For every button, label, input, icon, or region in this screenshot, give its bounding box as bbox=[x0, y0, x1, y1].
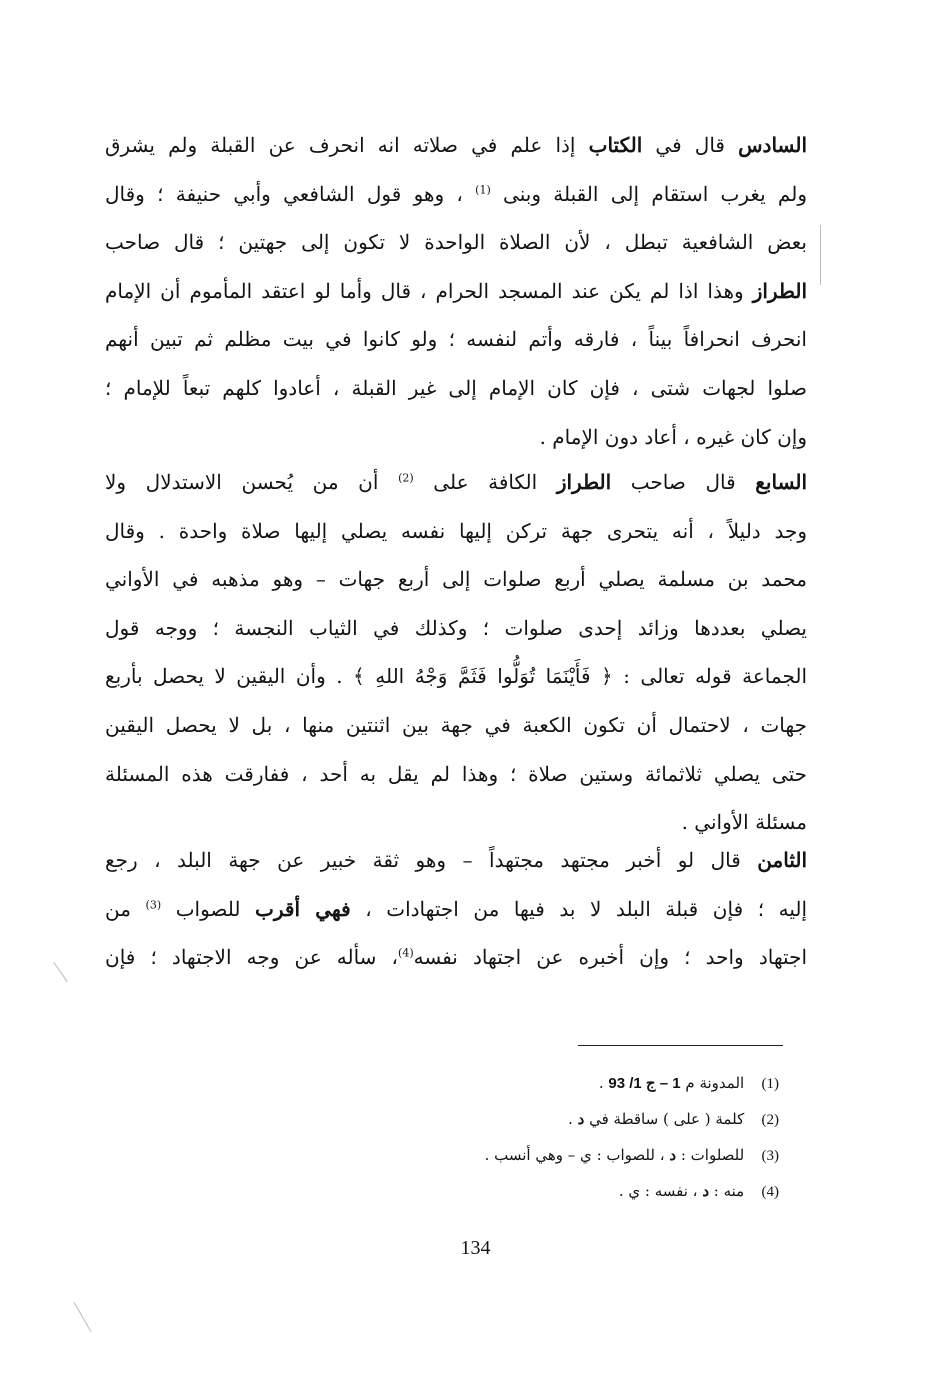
scan-artifact bbox=[53, 962, 68, 982]
text-line: اجتهاد واحد ؛ وإن أخبره عن اجتهاد نفسه$^{(4)}$، سأله عن وجه الاجتهاد ؛ فإن bbox=[105, 945, 807, 970]
footnote: (4) منه : د ، نفسه : ي . bbox=[618, 1182, 779, 1200]
scan-artifact bbox=[820, 225, 821, 285]
text-line: السادس قال في الكتاب إذا علم في صلاته انه انحرف عن القبلة ولم يشرق bbox=[105, 133, 808, 157]
section-heading: السادس bbox=[738, 133, 808, 157]
footnote-marker: (3) bbox=[145, 897, 162, 911]
footnote-marker: (2) bbox=[398, 471, 414, 485]
footnote: (3) للصلوات : د ، للصواب : ي – وهي أنسب . bbox=[484, 1146, 779, 1164]
text-line: إليه ؛ فإن قبلة البلد لا بد فيها من اجتهادات ، فهي أقرب للصواب $^{(3)}$ من bbox=[105, 896, 808, 921]
text-line: صلوا لجهات شتى ، فإن كان الإمام إلى غير القبلة ، أعادوا كلهم تبعاً للإمام ؛ bbox=[105, 375, 807, 400]
paragraph-eighth bbox=[105, 836, 807, 982]
page-number: 134 bbox=[460, 1237, 491, 1259]
text-line: وإن كان غيره ، أعاد دون الإمام . bbox=[539, 424, 807, 449]
footnote-marker: (4) bbox=[398, 946, 414, 960]
text-line: السابع قال صاحب الطراز الكافة على $^{(2)}$ أن من يُحسن الاستدلال ولا bbox=[105, 470, 808, 494]
text-line: يصلي بعددها وزائد إحدى صلوات ؛ وكذلك في الثياب النجسة ؛ ووجه قول bbox=[105, 615, 807, 640]
footnote: (2) كلمة ( على ) ساقطة في د . bbox=[568, 1110, 779, 1128]
text-line: جهات ، لاحتمال أن تكون الكعبة في جهة بين اثنتين منها ، بل لا يحصل اليقين bbox=[105, 712, 807, 737]
footnotes bbox=[319, 1066, 779, 1210]
text-line: بعض الشافعية تبطل ، لأن الصلاة الواحدة لا تكون إلى جهتين ؛ قال صاحب bbox=[105, 230, 807, 255]
text-line: حتى يصلي ثلاثمائة وستين صلاة ؛ وهذا لم يقل به أحد ، ففارقت هذه المسئلة bbox=[105, 761, 807, 786]
footnote-separator bbox=[578, 1045, 783, 1046]
text-line: الطراز وهذا اذا لم يكن عند المسجد الحرام ، قال وأما لو اعتقد المأموم أن الإمام bbox=[105, 278, 807, 303]
section-heading: الثامن bbox=[757, 848, 808, 872]
text-line: ولم يغرب استقام إلى القبلة وبنى $^{(1)}$ ، وهو قول الشافعي وأبي حنيفة ؛ وقال bbox=[105, 181, 807, 206]
text-line: محمد بن مسلمة يصلي أربع صلوات إلى أربع جهات – وهو مذهبه في الأواني bbox=[105, 567, 807, 592]
text-line: الجماعة قوله تعالى : ﴿ فَأَيْنَمَا تُوَلُّوا فَثَمَّ وَجْهُ اللهِ ﴾ . وأن اليقين لا يحصل بأربع bbox=[105, 664, 807, 689]
text-line: انحرف انحرافاً بيناً ، فارقه وأتم لنفسه ؛ ولو كانوا في بيت مظلم ثم تبين أنهم bbox=[105, 327, 807, 352]
quran-verse: ﴿ فَأَيْنَمَا تُوَلُّوا فَثَمَّ وَجْهُ اللهِ ﴾ bbox=[353, 664, 613, 689]
footnote: (1) المدونة م 1 – ج 1/ 93 . bbox=[598, 1074, 779, 1092]
text-line: وجد دليلاً ، أنه يتحرى جهة تركن إليها نفسه يصلي إليها صلاة واحدة . وقال bbox=[105, 518, 807, 543]
scan-artifact bbox=[74, 1302, 92, 1332]
section-heading: السابع bbox=[755, 470, 808, 494]
paragraph-seventh bbox=[105, 458, 807, 847]
text-line: مسئلة الأواني . bbox=[681, 810, 807, 835]
text-line: الثامن قال لو أخبر مجتهد مجتهداً – وهو ثقة خبير عن جهة البلد ، رجع bbox=[105, 848, 808, 872]
paragraph-sixth bbox=[105, 121, 807, 461]
footnote-marker: (1) bbox=[475, 182, 491, 196]
